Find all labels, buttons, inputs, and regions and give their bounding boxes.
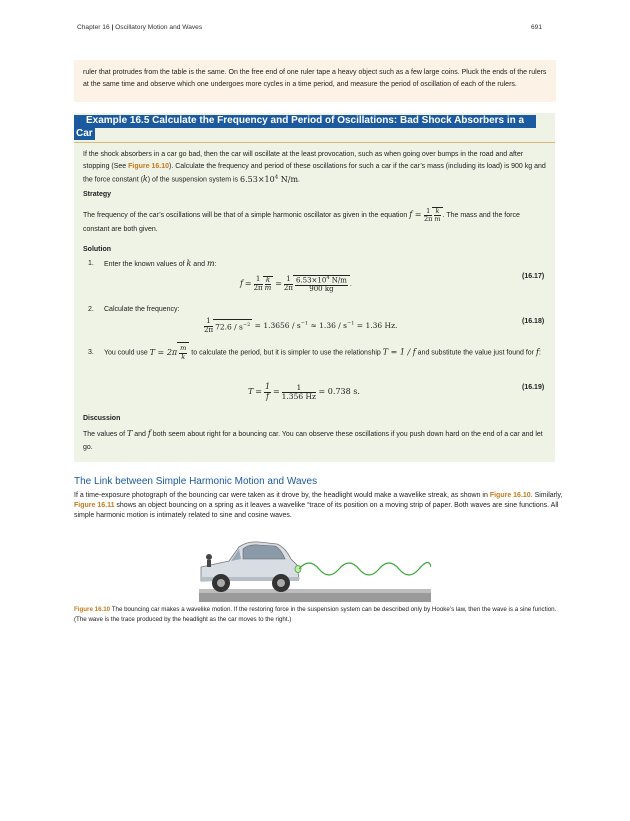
example-title-line2: Car [76,127,93,139]
section-paragraph: If a time-exposure photograph of the bouncing car were taken as it drove by, the headlight would make a wavelike streak, as shown in Figure 16.10. Similarly, Figure 16.11 shows an object bouncing on a spring as it leaves a wavelike “trace of its position on a moving strip of paper. Both waves are sine functions. All simple harmonic motion is intimately related to sine and cosine waves. [74,492,563,520]
relationship-formula: T = 1 / f [382,347,416,357]
activity-box [74,60,556,102]
rear-hubcap [217,579,225,587]
equation-16-17: f = $\frac{1}{2\pi}$ $\frac{k}{m}$ = $\frac{1}{2\pi}$ $\frac{6.53\times 10^4 N/m}{900 kg}$ . [240,275,352,294]
step3-text: You could use T = 2π $\frac{m}{k}$ to calculate the period, but it is simpler to use the relationship T = 1 / f and substitute the value just found for f: [104,342,544,364]
example-title [74,115,536,128]
header-separator: | [111,24,114,31]
strategy-equation: f = $\frac{1}{2\pi}$ $\frac{k}{m}$ [409,206,441,224]
front-hubcap [277,579,285,587]
example-divider [74,142,555,143]
equation-16-18: $\frac{1}{2\pi}$ $72.6 / s^{-2} = 1.3656 / s^{-1} \approx 1.36 / s^{-1} = 1.36$ Hz. [204,317,398,334]
discussion-heading: Discussion [83,415,121,422]
intro-k: k [142,174,148,184]
chapter-title: Oscillatory Motion and Waves [115,24,203,31]
figure-link-16-11[interactable]: Figure 16.11 [74,502,115,510]
strategy-heading: Strategy [83,191,112,198]
step1-text: Enter the known values of k and m: [104,259,217,268]
example-title-line1: Example 16.5 Calculate the Frequency and Period of Oscillations: Bad Shock Absorbers in a [86,115,525,126]
period-formula: T = 2π $\frac{m}{k}$ [150,348,190,357]
strategy-text [83,207,548,237]
activity-text: ruler that protrudes from the table is the same. On the free end of one ruler tape a heavy object such as a few large coins. Pluck the ends of the rulers at the same time and observe which one undergoes more cycles in a time period, and measure the period of oscillation of each of the rulers. [83,69,547,88]
figure-label: Figure 16.10 [74,606,111,613]
intro-text-b: ). Calculate the frequency and period of these oscillations for such a car if the car’s mass (including its load) is 900 kg and the force constant ( [83,162,546,184]
equation-number-16-17: (16.17) [522,273,545,280]
strategy-text-b: . The mass and the force constant are both given. [83,212,520,234]
headlight [295,566,301,573]
step2-number: 2. [88,306,94,313]
equation-number-16-19: (16.19) [522,384,545,391]
bouncing-car-figure [199,537,431,602]
equation-16-19: T = $\frac{1}{f}$ = $\frac{1}{1.356 Hz}$ = 0.738 s. [248,382,360,401]
intro-text-a: If the shock absorbers in a car go bad, then the car will oscillate at the least provocation, such as when going over bumps in the road and after stopping (See [83,151,524,170]
road [199,592,431,602]
section-heading: The Link between Simple Harmonic Motion and Waves [74,476,318,487]
figure-link-16-10-b[interactable]: Figure 16.10 [489,492,531,499]
figure-caption-text: The bouncing car makes a wavelike motion. If the restoring force in the suspension system can be described only by Hooke’s law, then the wave is a sine function. (The wave is the trace produced by the headlight as the car moves to the right.) [74,606,557,623]
example-intro [83,149,548,186]
road-edge [199,589,431,593]
driver-body [207,560,211,567]
step2-text: Calculate the frequency: [104,306,180,313]
intro-end: . [298,176,300,184]
chapter-label: Chapter 16 [77,24,110,31]
discussion-text: The values of T and f both seem about right for a bouncing car. You can observe these oscillations if you push down hard on the end of a car and let go. [83,429,543,451]
step1-number: 1. [88,260,94,267]
driver-head [206,554,212,560]
equation-number-16-18: (16.18) [522,318,545,325]
intro-text-c: ) of the suspension system is [147,176,240,184]
page-number: 691 [531,24,543,31]
step3-number: 3. [88,349,94,356]
figure-caption [74,605,560,624]
strategy-text-a: The frequency of the car’s oscillations will be that of a simple harmonic oscillator as given in the equation [83,212,410,220]
figure-link-16-10[interactable]: Figure 16.10 [128,162,170,170]
intro-value: $6.53\times 10^4$ N/m [240,174,299,184]
solution-heading: Solution [83,246,111,253]
running-header [77,24,202,31]
